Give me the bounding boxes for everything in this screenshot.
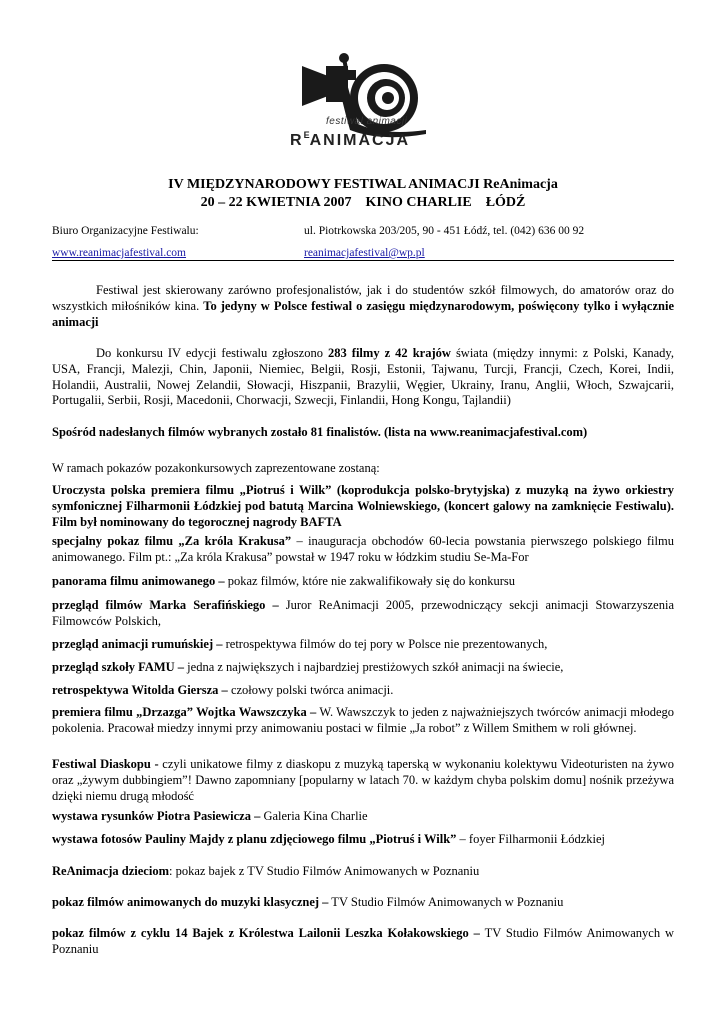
event-item: przegląd animacji rumuńskiej – retrospektywa filmów do tej pory w Polsce nie prezentowanych,: [52, 637, 548, 651]
title-line-1: IV MIĘDZYNARODOWY FESTIWAL ANIMACJI ReAnimacja: [168, 177, 558, 192]
contact-row-links: [52, 246, 674, 260]
finalists-paragraph: Spośród nadesłanych filmów wybranych zostało 81 finalistów. (lista na www.reanimacjafestival.com): [52, 425, 588, 439]
event-item: przegląd szkoły FAMU – jedna z największych i najbardziej prestiżowych szkół animacji na świecie,: [52, 660, 564, 674]
contact-row-office: [52, 224, 585, 238]
camera-snail-logo-icon: [288, 52, 433, 142]
email-link[interactable]: reanimacjafestival@wp.pl: [304, 247, 425, 259]
header-divider: [52, 260, 674, 261]
event-item: pokaz filmów z cyklu 14 Bajek z Królestwa Lailonii Leszka Kołakowskiego – TV Studio Filmów Animowanych w Poznaniu: [52, 926, 674, 956]
title-line-2: 20 – 22 KWIETNIA 2007 KINO CHARLIE ŁÓDŹ: [200, 195, 526, 210]
competition-paragraph: Do konkursu IV edycji festiwalu zgłoszono 283 filmy z 42 krajów świata (między innymi: z Polski, Kanady, USA, Francji, Malezji, Chin, Japonii, Niemiec, Belgii, Rosji, Estonii, Tajwanu, Turcji, Francji, Czech, Korei, Indii, Holandii, Australii, Nowej Zelandii, Słowacji, Hiszpanii, Brazylii, Węgier, Ukrainy, Iranu, Anglii, Włoch, Szwajcarii, Portugalii, Serbii, Rosji, Macedonii, Chorwacji, Szwecji, Finlandii, Hong Kongu, Tajlandii): [52, 346, 674, 408]
website-link[interactable]: www.reanimacjafestival.com: [52, 247, 187, 259]
event-item: ReAnimacja dzieciom: pokaz bajek z TV Studio Filmów Animowanych w Poznaniu: [52, 864, 480, 878]
event-item: retrospektywa Witolda Giersza – czołowy polski twórca animacji.: [52, 683, 394, 697]
event-item: wystawa fotosów Pauliny Majdy z planu zdjęciowego filmu „Piotruś i Wilk” – foyer Filharmonii Łódzkiej: [52, 832, 605, 846]
logo-subtitle: festiwal animacji: [326, 116, 408, 127]
event-item: premiera filmu „Drzazga” Wojtka Wawszczyka – W. Wawszczyk to jeden z najważniejszych twórców animacji młodego pokolenia. Pracował miedzy innymi przy animowaniu postaci w filmie „Ja robot” z Willem Smithem w roli głównej.: [52, 705, 674, 735]
event-item: wystawa rysunków Piotra Pasiewicza – Galeria Kina Charlie: [52, 809, 368, 823]
page-title: [52, 176, 674, 212]
event-item: pokaz filmów animowanych do muzyki klasycznej – TV Studio Filmów Animowanych w Poznaniu: [52, 895, 564, 909]
event-item: specjalny pokaz filmu „Za króla Krakusa” – inauguracja obchodów 60-lecia powstania pierwszego polskiego filmu animowanego. Film pt.: „Za króla Krakusa” powstał w 1947 roku w łódzkim studiu Se-Ma-For: [52, 534, 674, 564]
logo-wordmark: $R^EANIMACJA$: [290, 130, 411, 149]
office-label: Biuro Organizacyjne Festiwalu:: [52, 225, 199, 237]
office-address: ul. Piotrkowska 203/205, 90 - 451 Łódź, tel. (042) 636 00 92: [304, 225, 585, 237]
event-item: Uroczysta polska premiera filmu „Piotruś i Wilk” (koprodukcja polsko-brytyjska) z muzyką na żywo orkiestry symfonicznej Filharmonii Łódzkiej pod batutą Marcina Wolniewskiego, (koncert galowy na zamknięcie Festiwalu). Film był nominowany do tegorocznej nagrody BAFTA: [52, 483, 674, 529]
event-item: panorama filmu animowanego – pokaz filmów, które nie zakwalifikowały się do konkursu: [52, 574, 516, 588]
events-lead-in: W ramach pokazów pozakonkursowych zaprezentowane zostaną:: [52, 461, 380, 475]
event-item: przegląd filmów Marka Serafińskiego – Juror ReAnimacji 2005, przewodniczący sekcji animacji Stowarzyszenia Filmowców Polskich,: [52, 598, 674, 628]
intro-paragraph: Festiwal jest skierowany zarówno profesjonalistów, jak i do studentów szkół filmowych, do amatorów oraz do wszystkich miłośników kina. To jedyny w Polsce festiwal o zasięgu międzynarodowym, poświęcony tylko i wyłącznie animacji: [52, 283, 675, 329]
event-item: Festiwal Diaskopu - czyli unikatowe filmy z diaskopu z muzyką taperską w wykonaniu kolektywu Videoturisten na żywo oraz „żywym dubbingiem”! Dawno zapomniany [popularny w latach 70. w każdym chyba polskim domu] nośnik przeżywa dzięki niemu drugą młodość: [52, 757, 674, 803]
